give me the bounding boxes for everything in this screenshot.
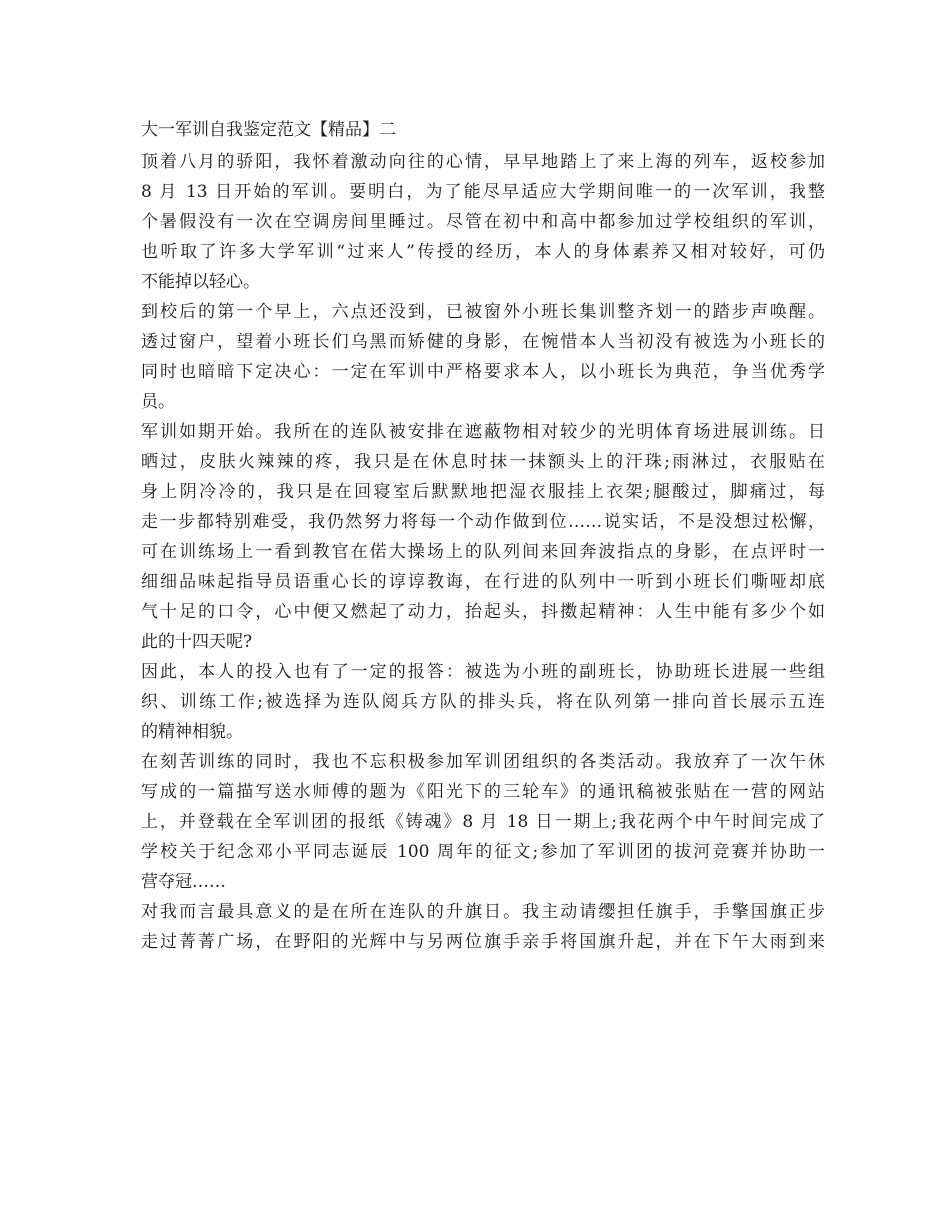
text-line: 身上阴冷冷的，我只是在回寝室后默默地把湿衣服挂上衣架;腿酸过，脚痛过，每	[141, 482, 825, 502]
text-line: 军训如期开始。我所在的连队被安排在遮蔽物相对较少的光明体育场进展训练。日	[141, 422, 825, 442]
text-line: 可在训练场上一看到教官在偌大操场上的队列间来回奔波指点的身影，在点评时一	[141, 542, 825, 562]
paragraph-arrival	[141, 147, 825, 297]
paragraph-first-morning	[141, 297, 825, 417]
text-line: 不能掉以轻心。	[141, 272, 260, 292]
document-title: 大一军训自我鉴定范文【精品】二	[141, 120, 396, 140]
text-line: 在刻苦训练的同时，我也不忘积极参加军训团组织的各类活动。我放弃了一次午休	[141, 752, 825, 772]
paragraph-activities	[141, 747, 825, 897]
text-line: 8 月 13 日开始的军训。要明白，为了能尽早适应大学期间唯一的一次军训，我整	[141, 182, 825, 202]
text-line: 个暑假没有一次在空调房间里睡过。尽管在初中和高中都参加过学校组织的军训，	[141, 212, 825, 232]
text-line: 营夺冠……	[141, 872, 226, 892]
text-line: 上，并登载在全军训团的报纸《铸魂》8 月 18 日一期上;我花两个中午时间完成了	[141, 812, 825, 832]
text-line: 同时也暗暗下定决心：一定在军训中严格要求本人，以小班长为典范，争当优秀学	[141, 362, 825, 382]
text-line: 因此，本人的投入也有了一定的报答：被选为小班的副班长，协助班长进展一些组	[141, 662, 825, 682]
text-line: 织、训练工作;被选择为连队阅兵方队的排头兵，将在队列第一排向首长展示五连	[141, 692, 825, 712]
text-line: 也听取了许多大学军训“过来人”传授的经历，本人的身体素养又相对较好，可仍	[141, 242, 825, 262]
paragraph-training	[141, 417, 825, 657]
document-body	[141, 115, 825, 957]
paragraph-flag-day	[141, 897, 825, 957]
text-line: 走过菁菁广场，在野阳的光辉中与另两位旗手亲手将国旗升起，并在下午大雨到来	[141, 932, 825, 952]
text-line: 顶着八月的骄阳，我怀着激动向往的心情，早早地踏上了来上海的列车，返校参加	[141, 152, 825, 172]
text-line: 细细品味起指导员语重心长的谆谆教诲，在行进的队列中一听到小班长们嘶哑却底	[141, 572, 825, 592]
text-line: 员。	[141, 392, 175, 412]
text-line: 走一步都特别难受，我仍然努力将每一个动作做到位……说实话，不是没想过松懈，	[141, 512, 825, 532]
text-line: 此的十四天呢?	[141, 632, 253, 652]
text-line: 写成的一篇描写送水师傅的题为《阳光下的三轮车》的通讯稿被张贴在一营的网站	[141, 782, 825, 802]
text-line: 透过窗户，望着小班长们乌黑而矫健的身影，在惋惜本人当初没有被选为小班长的	[141, 332, 825, 352]
text-line: 学校关于纪念邓小平同志诞辰 100 周年的征文;参加了军训团的拔河竞赛并协助一	[141, 842, 825, 862]
text-line: 到校后的第一个早上，六点还没到，已被窗外小班长集训整齐划一的踏步声唤醒。	[141, 302, 825, 322]
text-line: 对我而言最具意义的是在所在连队的升旗日。我主动请缨担任旗手，手擎国旗正步	[141, 902, 825, 922]
paragraph-reward	[141, 657, 825, 747]
text-line: 气十足的口令，心中便又燃起了动力，抬起头，抖擞起精神：人生中能有多少个如	[141, 602, 825, 622]
text-line: 晒过，皮肤火辣辣的疼，我只是在休息时抹一抹额头上的汗珠;雨淋过，衣服贴在	[141, 452, 825, 472]
text-line: 的精神相貌。	[141, 722, 243, 742]
